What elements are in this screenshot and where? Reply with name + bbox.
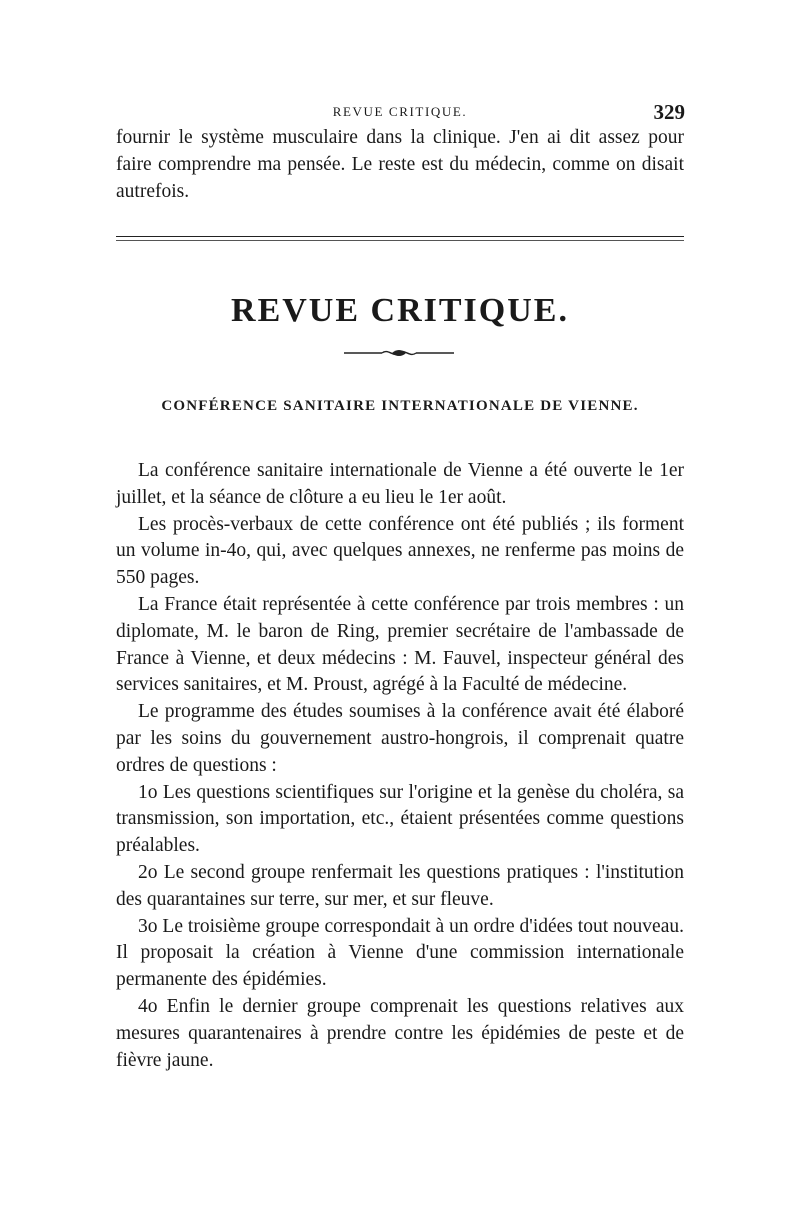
paragraph: 2o Le second groupe renfermait les questions pratiques : l'institution des quarantaines sur terre, sur mer, et sur fleuve. [116,861,684,910]
subsection-title: CONFÉRENCE SANITAIRE INTERNATIONALE DE VIENNE. [161,398,639,414]
paragraph: Le programme des études soumises à la conférence avait été élaboré par les soins du gouvernement austro-hongrois, il comprenait quatre ordres de questions : [116,701,684,776]
paragraph: 4o Enfin le dernier groupe comprenait les questions relatives aux mesures quarantenaires à prendre contre les épidémies de peste et de fièvre jaune. [116,995,684,1071]
running-title: REVUE CRITIQUE. [332,104,468,119]
carry-over-paragraph: fournir le système musculaire dans la clinique. J'en ai dit assez pour faire comprendre ma pensée. Le reste est du médecin, comme on disait autrefois. [116,127,684,202]
paragraph: La conférence sanitaire internationale de Vienne a été ouverte le 1er juillet, et la séance de clôture a eu lieu le 1er août. [116,460,684,508]
page-number: 329 [653,100,685,124]
paragraph: 1o Les questions scientifiques sur l'origine et la genèse du choléra, sa transmission, son importation, etc., étaient présentées comme questions préalables. [116,781,684,857]
section-divider [116,236,684,237]
article-body [116,458,684,1074]
paragraph: 3o Le troisième groupe correspondait à un ordre d'idées tout nouveau. Il proposait la création à Vienne d'une commission internationale permanente des épidémies. [116,915,684,991]
paragraph: La France était représentée à cette conférence par trois membres : un diplomate, M. le baron de Ring, premier secrétaire de l'ambassade de France à Vienne, et deux médecins : M. Fauvel, inspecteur général des services sanitaires, et M. Proust, agrégé à la Faculté de médecine. [116,593,684,696]
section-title: REVUE CRITIQUE. [231,292,569,329]
paragraph: Les procès-verbaux de cette conférence ont été publiés ; ils forment un volume in-4o, qui, avec quelques annexes, ne renferme pas moins de 550 pages. [116,513,684,589]
ornament-flourish-icon [344,346,454,360]
running-header [115,100,685,124]
section-divider-thin [116,240,684,241]
